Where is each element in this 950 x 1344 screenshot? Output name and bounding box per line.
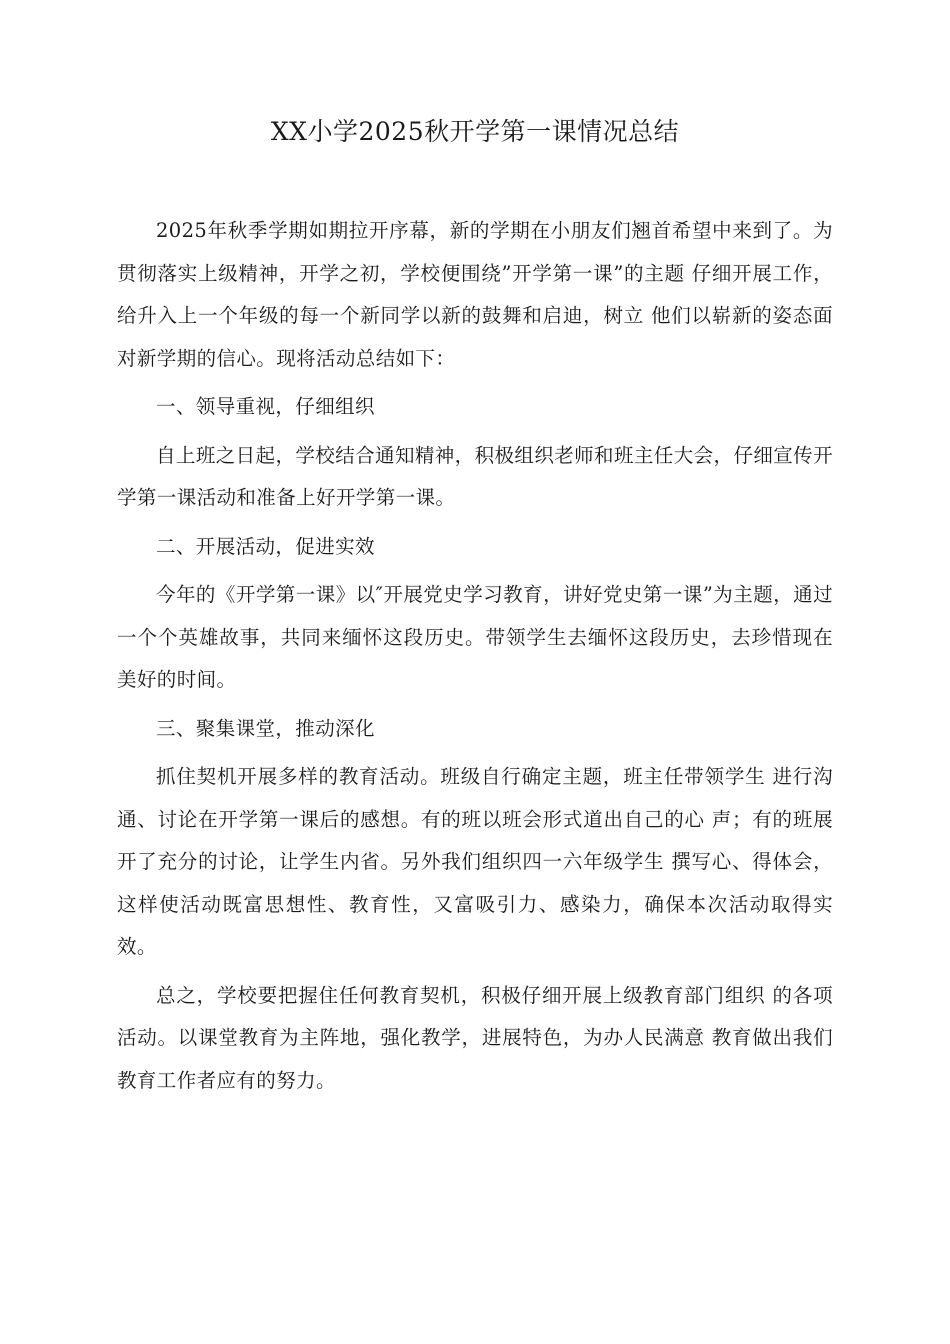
- conclusion-paragraph: 总之，学校要把握住任何教育契机，积极仔细开展上级教育部门组织 的各项活动。以课堂教育为主阵地，强化教学，进展特色，为办人民满意 教育做出我们教育工作者应有的努力。: [117, 983, 833, 1092]
- section-1-paragraph: 自上班之日起，学校结合通知精神，积极组织老师和班主任大会，仔细宣传开学第一课活动和准备上好开学第一课。: [117, 443, 833, 509]
- document-body: [117, 210, 833, 1108]
- section-2-heading: 二、开展活动，促进实效: [156, 534, 375, 558]
- section-2-paragraph: 今年的《开学第一课》以″开展党史学习教育，讲好党史第一课”为主题，通过一个个英雄故事，共同来缅怀这段历史。带领学生去缅怀这段历史，去珍惜现在美好的时间。: [117, 583, 833, 691]
- section-1-heading: 一、领导重视，仔细组织: [156, 395, 375, 418]
- section-3-paragraph: 抓住契机开展多样的教育活动。班级自行确定主题，班主任带领学生 进行沟通、讨论在开学第一课后的感想。有的班以班会形式道出自己的心 声；有的班展开了充分的讨论，让学生内省。另外我们组织四一六年级学生 撰写心、得体会，这样使活动既富思想性、教育性，又富吸引力、感染力，确保本次活动取得实效。: [117, 765, 833, 958]
- document-title: XX小学2025秋开学第一课情况总结: [270, 117, 680, 146]
- intro-paragraph: 2025年秋季学期如期拉开序幕，新的学期在小朋友们翘首希望中来到了。为贯彻落实上级精神，开学之初，学校便围绕”开学第一课”的主题 仔细开展工作，给升入上一个年级的每一个新同学以新的鼓舞和启迪，树立 他们以崭新的姿态面对新学期的信心。现将活动总结如下：: [117, 219, 833, 370]
- section-3-heading: 三、聚集课堂，推动深化: [156, 716, 375, 740]
